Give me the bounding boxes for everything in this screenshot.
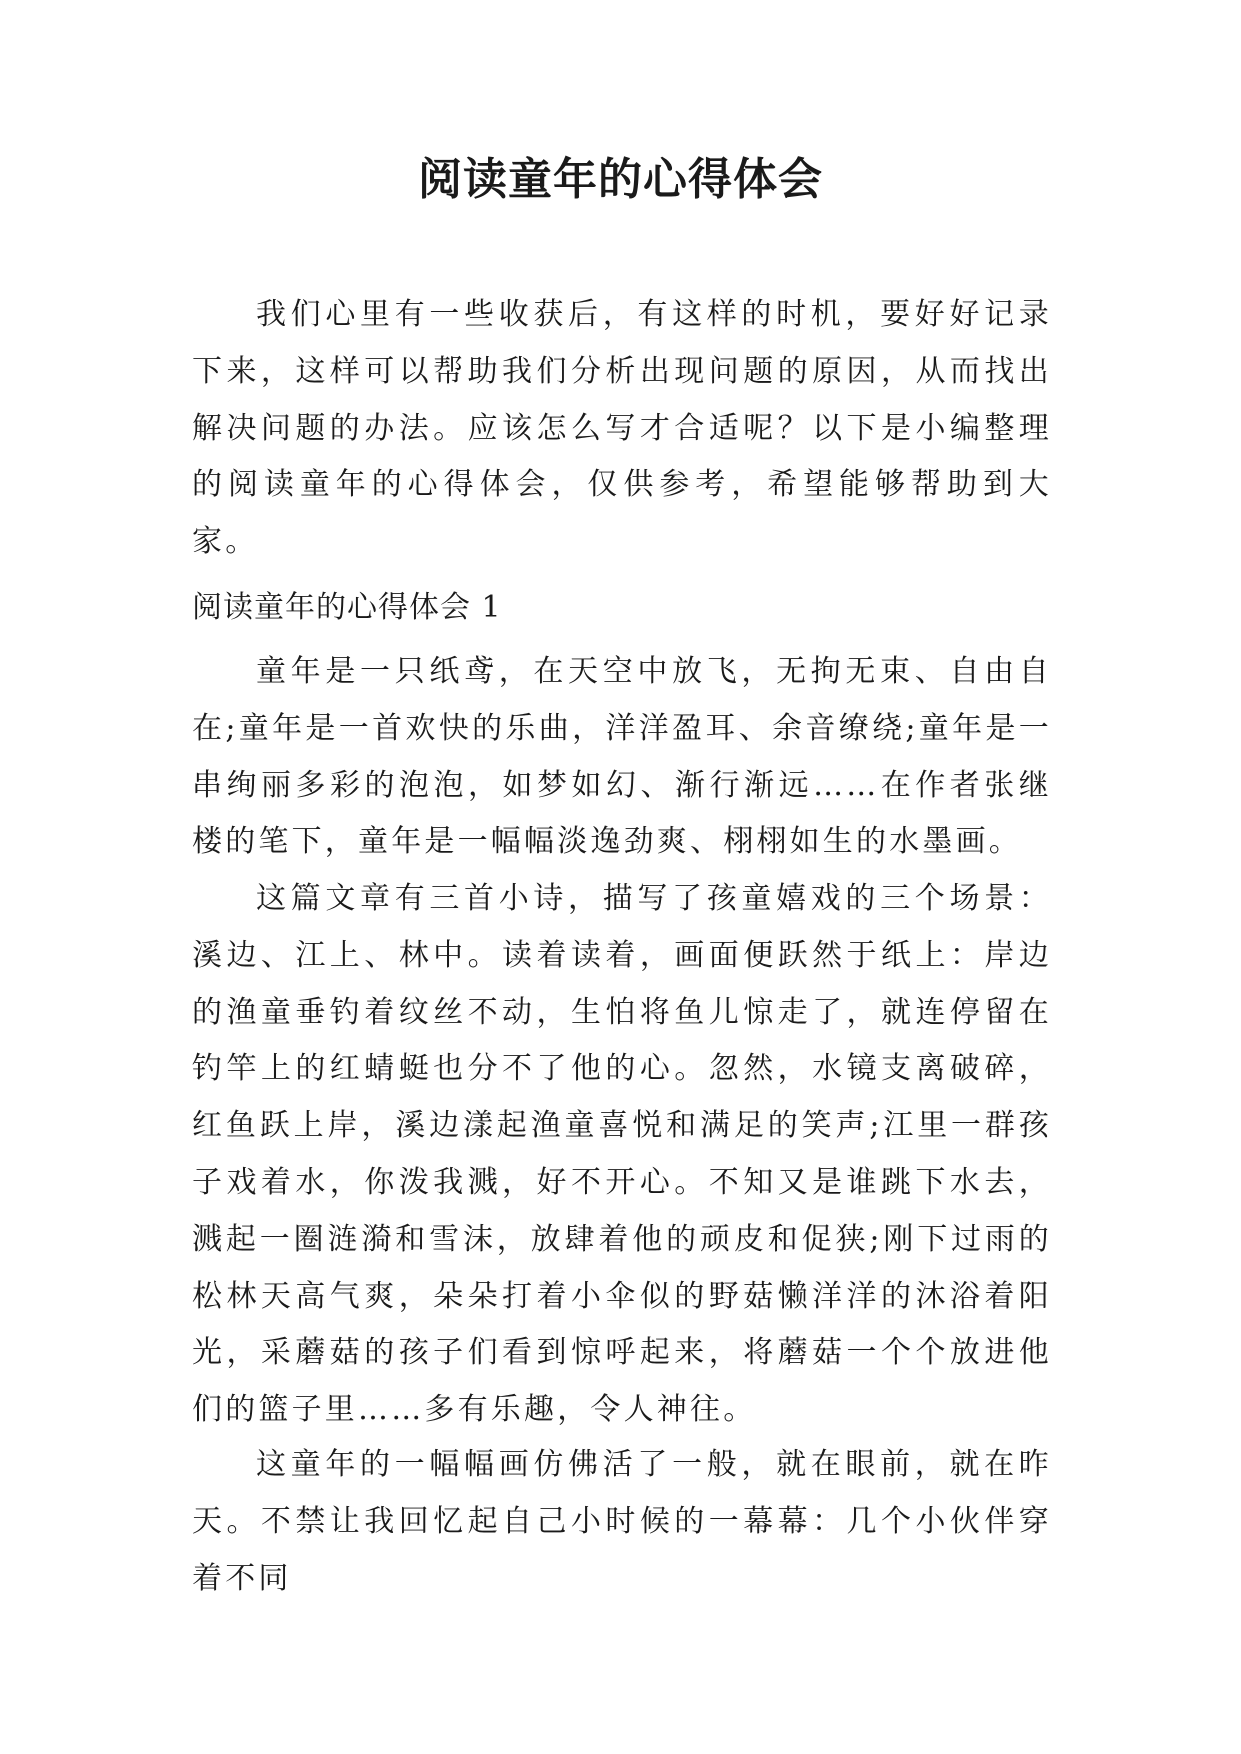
intro-paragraph: 我们心里有一些收获后，有这样的时机，要好好记录下来，这样可以帮助我们分析出现问题的原因，从而找出解决问题的办法。应该怎么写才合适呢？以下是小编整理的阅读童年的心得体会，仅供参考，希望能够帮助到大家。 [192,297,1052,560]
body-paragraph: 这童年的一幅幅画仿佛活了一般，就在眼前，就在昨天。不禁让我回忆起自己小时候的一幕幕：几个小伙伴穿着不同 [192,1447,1052,1596]
document-title: 阅读童年的心得体会 [418,154,823,205]
section-heading: 阅读童年的心得体会 1 [192,590,502,625]
body-paragraph: 这篇文章有三首小诗，描写了孩童嬉戏的三个场景：溪边、江上、林中。读着读着，画面便跃然于纸上：岸边的渔童垂钓着纹丝不动，生怕将鱼儿惊走了，就连停留在钓竿上的红蜻蜓也分不了他的心。忽然，水镜支离破碎，红鱼跃上岸，溪边漾起渔童喜悦和满足的笑声;江里一群孩子戏着水，你泼我溅，好不开心。不知又是谁跳下水去，溅起一圈涟漪和雪沫，放肆着他的顽皮和促狭;刚下过雨的松林天高气爽，朵朵打着小伞似的野菇懒洋洋的沐浴着阳光，采蘑菇的孩子们看到惊呼起来，将蘑菇一个个放进他们的篮子里……多有乐趣，令人神往。 [192,881,1052,1428]
body-paragraph: 童年是一只纸鸢，在天空中放飞，无拘无束、自由自在;童年是一首欢快的乐曲，洋洋盈耳、余音缭绕;童年是一串绚丽多彩的泡泡，如梦如幻、渐行渐远……在作者张继楼的笔下，童年是一幅幅淡逸劲爽、栩栩如生的水墨画。 [192,654,1052,860]
